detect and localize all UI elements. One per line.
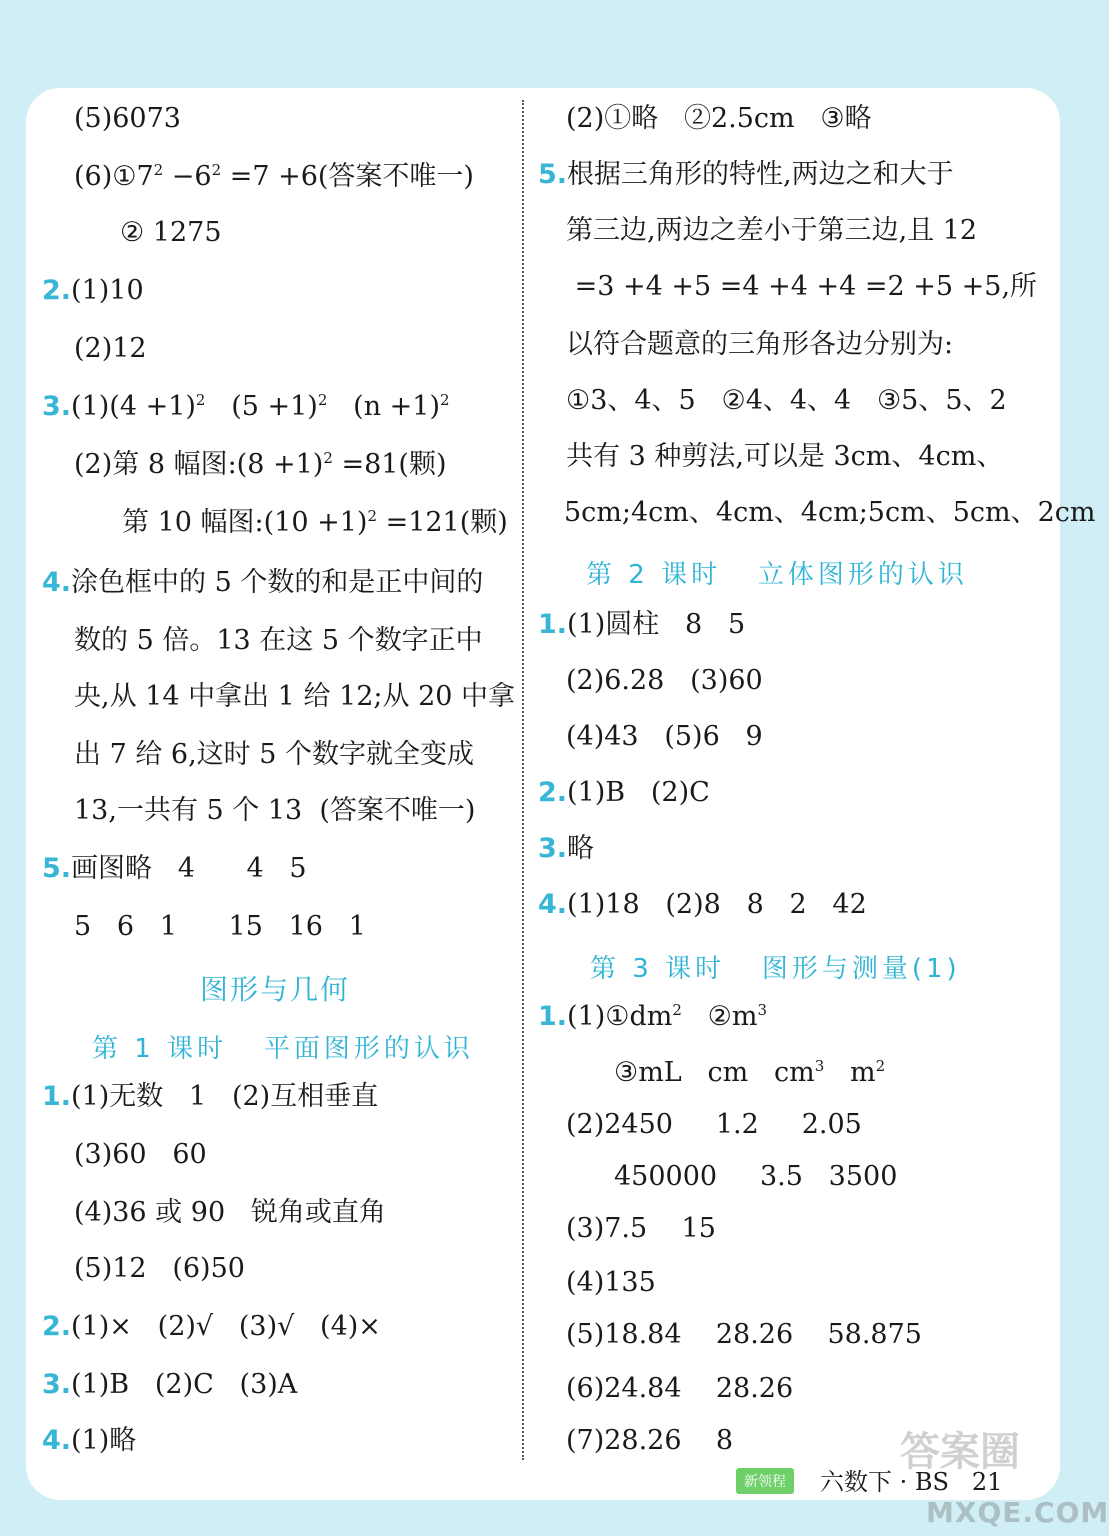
publisher-badge: 新领程 xyxy=(736,1468,794,1494)
question-number: 5. xyxy=(42,853,72,884)
question-3: 3.(1)B (2)C (3)A xyxy=(42,1369,298,1400)
question-1: 1.(1)无数 1 (2)互相垂直 xyxy=(42,1081,379,1112)
answer-line: 5cm;4cm、4cm、4cm;5cm、5cm、2cm xyxy=(564,497,1096,528)
question-4: 4.(1)18 (2)8 8 2 42 xyxy=(538,889,867,920)
answer-line: (2)①略 ②2.5cm ③略 xyxy=(566,103,872,134)
answer-line: (5)6073 xyxy=(74,103,181,134)
question-3: 3.略 xyxy=(538,833,595,864)
answer-line: (7)28.26 8 xyxy=(566,1425,734,1456)
answer-line: (3)7.5 15 xyxy=(566,1213,716,1244)
question-5: 5.画图略 4 4 5 xyxy=(42,853,307,884)
answer-line: (2)2450 1.2 2.05 xyxy=(566,1109,862,1140)
question-number: 5. xyxy=(538,159,568,190)
answer-line: 5 6 1 15 16 1 xyxy=(74,911,366,942)
question-number: 3. xyxy=(538,833,568,864)
answer-line: (6)24.84 28.26 xyxy=(566,1373,794,1404)
answer-page xyxy=(26,88,1096,1500)
question-number: 2. xyxy=(42,275,72,306)
lesson-title: 第 1 课时 平面图形的认识 xyxy=(92,1034,474,1064)
question-2: 2.(1)10 xyxy=(42,275,144,306)
answer-line: (4)43 (5)6 9 xyxy=(566,721,763,752)
question-3: $3.(1)(4 +1)^2$ $(5 +1)^2$ $(n +1)^2$ xyxy=(42,391,450,422)
question-1: 1.(1)圆柱 8 5 xyxy=(538,609,746,640)
answer-line: (2)第 8 幅图:(8 +1)$^2$ =81(颗) xyxy=(74,449,447,480)
column-divider xyxy=(522,100,524,1460)
answer-line: 以符合题意的三角形各边分别为: xyxy=(566,329,954,360)
answer-line: 第三边,两边之差小于第三边,且 12 xyxy=(566,215,978,246)
answer-line: =3 +4 +5 =4 +4 +4 =2 +5 +5,所 xyxy=(566,271,1038,302)
answer-line: 共有 3 种剪法,可以是 3cm、4cm、 xyxy=(566,441,1004,472)
question-4: 4.(1)略 xyxy=(42,1425,137,1456)
question-number: 3. xyxy=(42,391,72,422)
answer-line: 数的 5 倍。13 在这 5 个数字正中 xyxy=(74,625,483,656)
answer-line: 央,从 14 中拿出 1 给 12;从 20 中拿 xyxy=(74,681,516,712)
answer-line: (4)135 xyxy=(566,1267,656,1298)
question-number: 2. xyxy=(538,777,568,808)
answer-line: ①3、4、5 ②4、4、4 ③5、5、2 xyxy=(566,385,1007,416)
answer-line: $(6)①7^2 -6^2 =7 +6$(答案不唯一) xyxy=(74,161,474,192)
answer-line: (5)12 (6)50 xyxy=(74,1253,245,1284)
question-number: 4. xyxy=(42,567,72,598)
question-4: 4.涂色框中的 5 个数的和是正中间的 xyxy=(42,567,484,598)
answer-line: 出 7 给 6,这时 5 个数字就全变成 xyxy=(74,739,475,770)
lesson-title: 第 3 课时 图形与测量(1) xyxy=(590,954,961,984)
right-column xyxy=(534,88,1096,1500)
answer-line: ③mL cm $cm^3$ $m^2$ xyxy=(614,1057,886,1088)
lesson-title: 第 2 课时 立体图形的认识 xyxy=(586,560,968,590)
page-footer: 六数下 · BS 21 xyxy=(820,1468,1003,1496)
answer-line: (3)60 60 xyxy=(74,1139,207,1170)
answer-line: (2)12 xyxy=(74,333,147,364)
answer-line: 450000 3.5 3500 xyxy=(614,1161,898,1192)
watermark-logo: 答案圈 xyxy=(900,1429,1020,1475)
answer-line: 13,一共有 5 个 13 (答案不唯一) xyxy=(74,795,476,826)
question-number: 4. xyxy=(538,889,568,920)
answer-line: (5)18.84 28.26 58.875 xyxy=(566,1319,922,1350)
watermark-url: MXQE.COM xyxy=(926,1496,1109,1529)
question-number: 3. xyxy=(42,1369,72,1400)
answer-line: 第 10 幅图:(10 +1)$^2$ =121(颗) xyxy=(122,507,508,538)
question-number: 1. xyxy=(42,1081,72,1112)
question-5: 5.根据三角形的特性,两边之和大于 xyxy=(538,159,954,190)
question-number: 1. xyxy=(538,1001,568,1032)
section-title: 图形与几何 xyxy=(200,973,351,1006)
answer-line: (4)36 或 90 锐角或直角 xyxy=(74,1197,386,1228)
question-number: 2. xyxy=(42,1311,72,1342)
question-1: $1.(1)①dm^2$ $②m^3$ xyxy=(538,1001,768,1032)
answer-line: (2)6.28 (3)60 xyxy=(566,665,763,696)
question-number: 1. xyxy=(538,609,568,640)
question-2: 2.(1)B (2)C xyxy=(538,777,710,808)
question-number: 4. xyxy=(42,1425,72,1456)
answer-line: ② 1275 xyxy=(120,217,222,248)
question-2: 2.(1)× (2)√ (3)√ (4)× xyxy=(42,1311,381,1342)
left-column xyxy=(26,88,522,1500)
